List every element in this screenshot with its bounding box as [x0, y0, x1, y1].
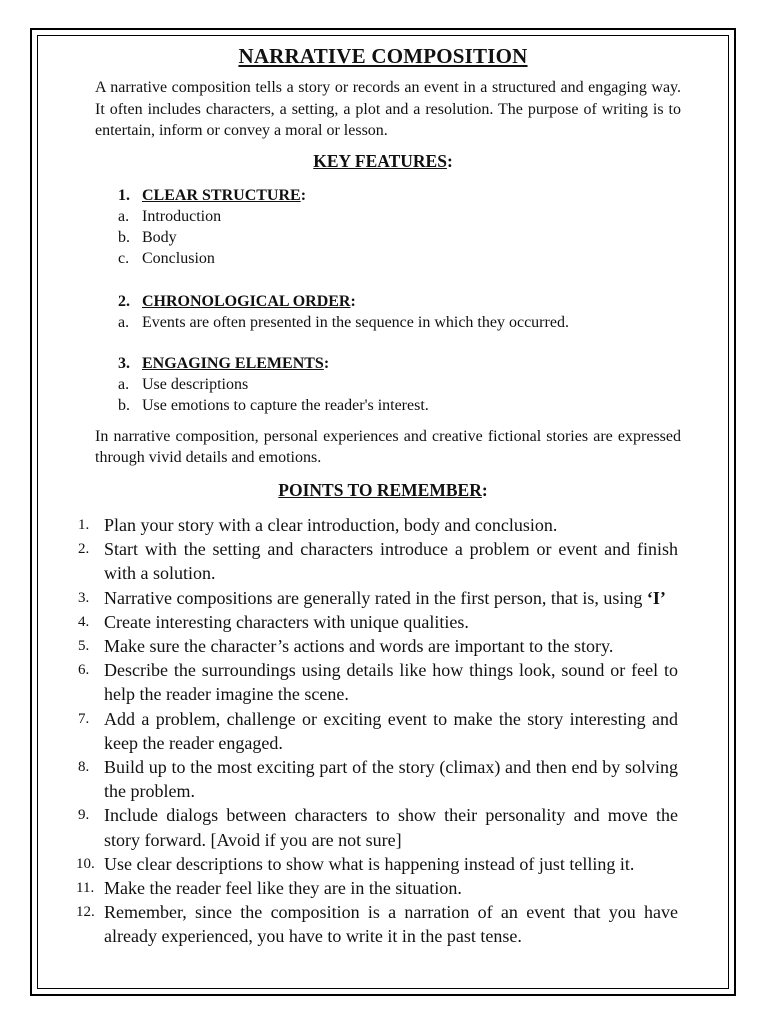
list-item [78, 755, 678, 803]
feature-title-text: CHRONOLOGICAL ORDER [142, 293, 351, 310]
intro-paragraph: A narrative composition tells a story or records an event in a structured and engaging way. It often includes characters, a setting, a plot and a resolution. The purpose of writing is to entertain, inform or convey a moral or lesson. [95, 79, 681, 139]
list-item-text: Add a problem, challenge or exciting event to make the story interesting and keep the reader engaged. [104, 708, 678, 753]
feature-title-text: CLEAR STRUCTURE [142, 187, 301, 204]
list-item-text: Describe the surroundings using details like how things look, sound or feel to help the reader imagine the scene. [104, 660, 678, 705]
feature-sub-item [118, 206, 678, 227]
list-item-text: Create interesting characters with unique qualities. [104, 611, 469, 632]
list-item-number: 1. [78, 517, 90, 533]
list-item-text: Start with the setting and characters introduce a problem or event and finish with a solution. [104, 539, 678, 584]
list-item-text: Include dialogs between characters to show their personality and move the story forward. [Avoid if you are not sure] [104, 805, 678, 850]
sub-item-letter: b. [118, 397, 130, 414]
feature-title-colon: : [323, 355, 330, 372]
list-item-number: 12. [76, 904, 95, 921]
list-item-text-wrap [104, 586, 678, 610]
sub-item-text: Events are often presented in the sequence in which they occurred. [142, 314, 569, 331]
list-item [78, 610, 678, 634]
points-list [78, 513, 678, 949]
feature-title-text: ENGAGING ELEMENTS [142, 355, 324, 372]
list-item-text: Make sure the character’s actions and words are important to the story. [104, 636, 614, 657]
sub-item-text: Use descriptions [142, 376, 249, 393]
feature-sub-item [118, 248, 678, 269]
list-item-text: Remember, since the composition is a narration of an event that you have already experienced, you have to write it in the past tense. [104, 902, 678, 947]
summary-paragraph: In narrative composition, personal experiences and creative fictional stories are expressed through vivid details and emotions. [95, 428, 681, 466]
list-item [78, 634, 678, 658]
page-inner-border [37, 35, 729, 989]
list-item-number: 9. [78, 807, 90, 824]
list-item-number: 8. [78, 759, 90, 776]
feature-number: 1. [118, 187, 130, 204]
feature-sub-item [118, 227, 678, 248]
key-features-heading-colon: : [446, 151, 453, 171]
sub-item-text: Introduction [142, 208, 222, 225]
sub-item-letter: c. [118, 250, 130, 267]
list-item-number: 7. [78, 710, 90, 727]
list-item-text: Plan your story with a clear introduction, body and conclusion. [104, 515, 558, 535]
feature-number: 2. [118, 293, 130, 310]
list-item-text: Make the reader feel like they are in the situation. [104, 878, 462, 899]
feature-sub-item [118, 374, 678, 395]
feature-title-colon: : [300, 187, 307, 204]
page-title: NARRATIVE COMPOSITION [238, 44, 528, 68]
feature-title [118, 353, 678, 374]
list-item-number: 2. [78, 541, 90, 558]
list-item [78, 658, 678, 706]
list-item-text: Narrative compositions are generally rated in the first person, that is, using [104, 587, 643, 608]
list-item-number: 11. [76, 880, 95, 897]
list-item-number: 4. [78, 613, 90, 630]
feature-chronological-order [118, 291, 678, 333]
sub-item-text: Body [142, 229, 177, 246]
list-item [78, 876, 678, 900]
list-item [78, 537, 678, 585]
points-heading-colon: : [481, 480, 488, 500]
list-item [78, 513, 678, 537]
list-item-number: 3. [78, 589, 90, 606]
feature-title [118, 291, 678, 312]
list-item-text: Use clear descriptions to show what is happening instead of just telling it. [104, 853, 635, 874]
list-item [78, 707, 678, 755]
feature-engaging-elements [118, 353, 678, 416]
sub-item-text: Use emotions to capture the reader's interest. [142, 397, 429, 414]
feature-title-colon: : [350, 293, 356, 310]
sub-item-letter: a. [118, 314, 130, 331]
feature-title [118, 185, 678, 206]
key-features-heading [38, 151, 728, 172]
points-heading-text: POINTS TO REMEMBER [278, 480, 482, 500]
key-features-heading-text: KEY FEATURES [313, 151, 447, 171]
list-item-text: Build up to the most exciting part of the story (climax) and then end by solving the problem. [104, 757, 678, 802]
list-item-number: 6. [78, 662, 90, 679]
list-item [78, 803, 678, 851]
list-item [78, 900, 678, 948]
list-item-number: 10. [76, 855, 95, 872]
feature-sub-item [118, 395, 678, 416]
points-heading [38, 480, 728, 501]
feature-number: 3. [118, 355, 130, 372]
sub-item-text: Conclusion [142, 250, 215, 267]
page-border [30, 28, 736, 996]
sub-item-letter: a. [118, 376, 130, 393]
feature-clear-structure [118, 185, 678, 269]
list-item [78, 852, 678, 876]
feature-sub-item [118, 312, 678, 333]
sub-item-letter: a. [118, 208, 130, 225]
list-item [78, 586, 678, 610]
list-item-bold-text: ‘I’ [646, 587, 666, 608]
sub-item-letter: b. [118, 229, 130, 246]
list-item-number: 5. [78, 638, 90, 655]
